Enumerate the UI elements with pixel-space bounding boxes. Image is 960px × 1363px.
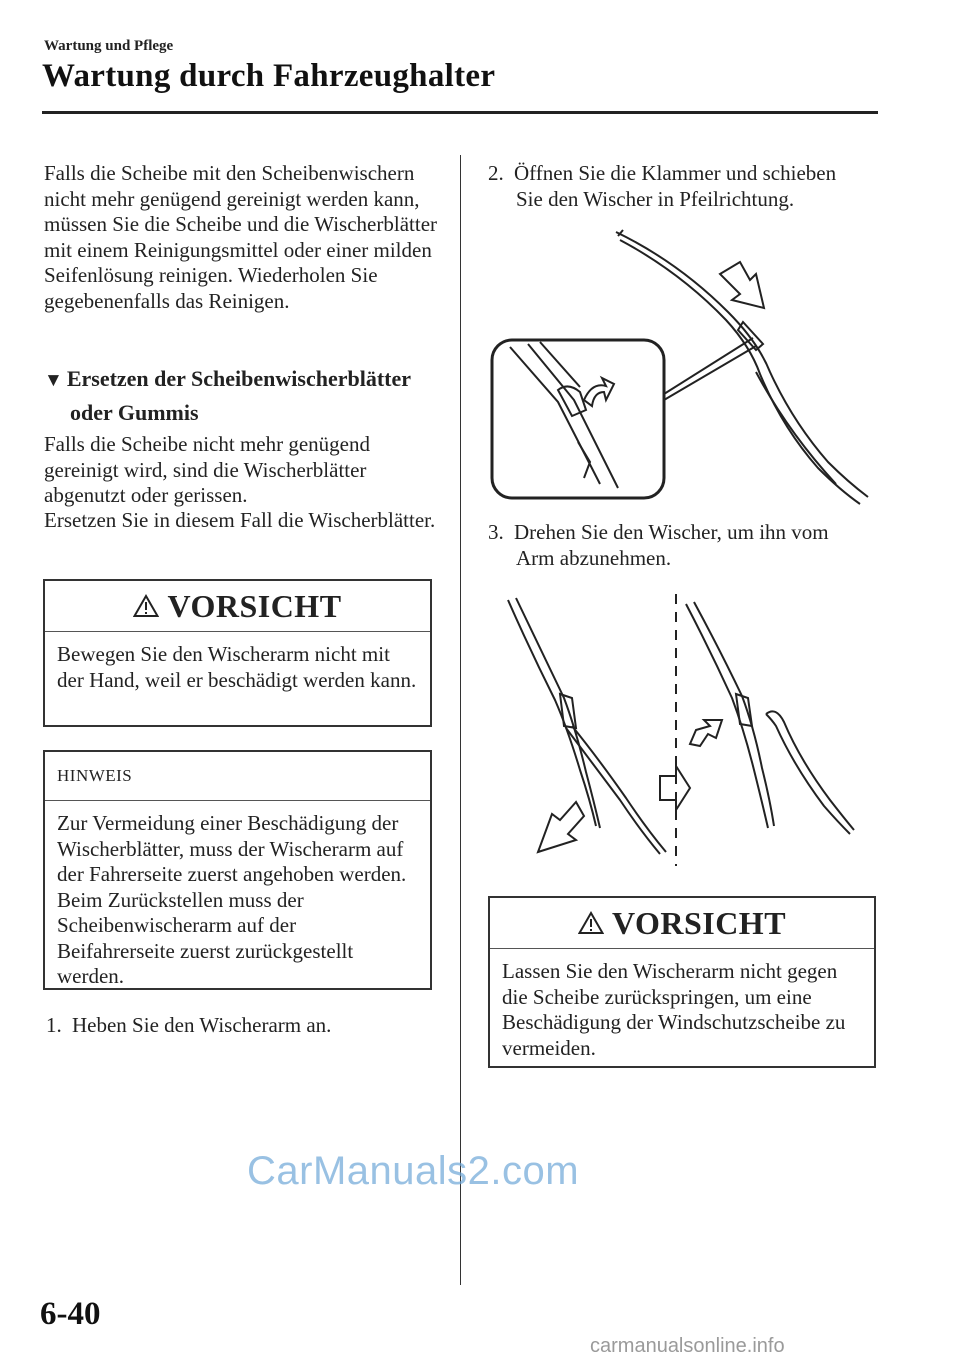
replace-paragraph: Falls die Scheibe nicht mehr genügend gereinigt wird, sind die Wischerblätter abgenutzt oder gerissen. [44,432,371,507]
page-title: Wartung durch Fahrzeughalter [42,58,496,94]
step-2-line-1: Öffnen Sie die Klammer und schieben [514,161,837,185]
wiper-removal-illustration [500,590,870,870]
heading-line-2: oder Gummis [70,400,199,425]
triangle-bullet-icon: ▼ [44,370,63,391]
note-text: Zur Vermeidung einer Beschädigung der Wischerblätter, muss der Wischerarm auf der Fahrerseite zuerst angehoben werden. Beim Zurückstellen muss der Scheibenwischerarm auf der Beifahrerseite zuerst zurückgestellt werden. [57,811,407,988]
caution-box-2 [488,896,876,1068]
step-1-text: Heben Sie den Wischerarm an. [72,1013,332,1037]
note-title: HINWEIS [57,766,133,785]
caution-header [45,581,430,632]
watermark: CarManuals2.com [247,1149,580,1193]
step-3-line-2: Arm abzunehmen. [516,545,672,570]
caution-box-1 [43,579,432,727]
intro-paragraph: Falls die Scheibe mit den Scheibenwischern nicht mehr genügend gereinigt werden kann, müssen Sie die Scheibe und die Wischerblätter mit einem Reinigungsmittel oder einer milden Seifenlösung reinigen. Wiederholen Sie gegebenenfalls das Reinigen. [44,161,438,313]
caution-text-2: Lassen Sie den Wischerarm nicht gegen die Scheibe zurückspringen, um eine Beschädigung der Windschutzscheibe zu vermeiden. [502,959,846,1060]
clip-release-illustration [488,222,878,507]
caution-text: Bewegen Sie den Wischerarm nicht mit der Hand, weil er beschädigt werden kann. [57,642,417,692]
footer-source: carmanualsonline.info [590,1335,785,1357]
page-number: 6-40 [40,1296,101,1332]
column-divider [460,155,461,1285]
step-2-number: 2. [488,161,504,185]
note-header [45,752,430,801]
warning-triangle-icon [578,911,604,935]
step-1-number: 1. [46,1013,62,1037]
caution-title: VORSICHT [167,587,342,624]
step-1 [46,1013,446,1039]
caution-header-2 [490,898,874,949]
step-2 [488,161,888,212]
step-2-line-2: Sie den Wischer in Pfeilrichtung. [516,186,795,211]
step-3 [488,520,888,571]
title-rule [42,111,878,114]
step-3-number: 3. [488,520,504,544]
step-3-line-1: Drehen Sie den Wischer, um ihn vom [514,520,829,544]
section-heading [44,363,444,429]
heading-line-1: Ersetzen der Scheibenwischerblätter [66,366,412,391]
caution-title-2: VORSICHT [611,904,787,941]
warning-triangle-icon [133,594,159,618]
section-label: Wartung und Pflege [44,38,174,54]
note-box [43,750,432,990]
replace-paragraph-2: Ersetzen Sie in diesem Fall die Wischerblätter. [44,508,436,532]
